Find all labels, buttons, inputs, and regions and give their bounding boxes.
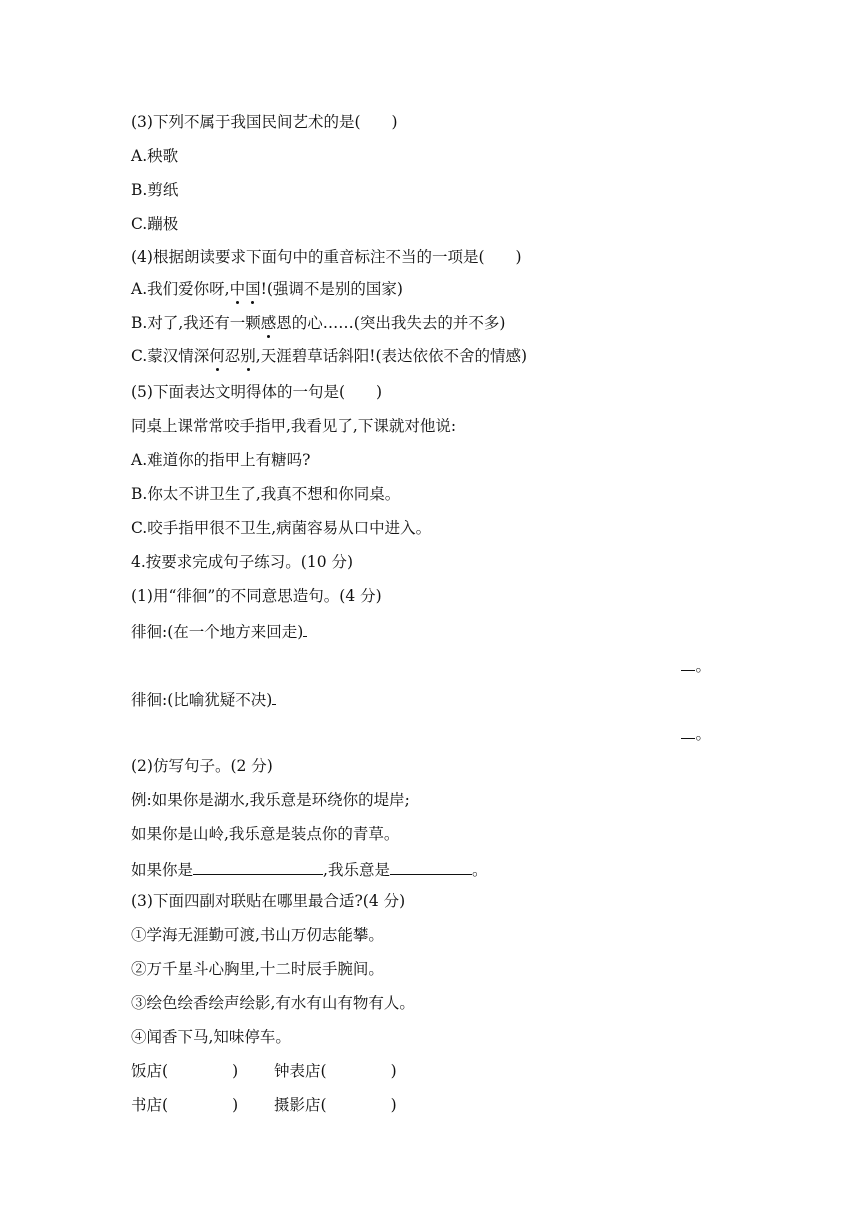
- paren-close: ): [232, 1096, 239, 1114]
- q4-a-text: A.我们爱你呀,: [131, 280, 230, 298]
- line-end: [681, 722, 711, 744]
- period: 。: [695, 725, 711, 743]
- place-restaurant: 饭店(: [131, 1062, 169, 1080]
- q5-option-c: C.咬手指甲很不卫生,病菌容易从口中进入。: [131, 519, 432, 537]
- place-row-1b: [274, 1061, 397, 1081]
- couplet-4: ④闻香下马,知味停车。: [131, 1028, 291, 1046]
- q3-stem: (3)下列不属于我国民间艺术的是( ): [131, 113, 398, 131]
- task-text: 如果你是: [131, 861, 194, 879]
- q4-option-b: [131, 313, 505, 333]
- q3-option-c: C.蹦极: [131, 215, 179, 233]
- q4-option-a: [131, 279, 403, 299]
- s4-p1-meaning-2: [131, 688, 276, 708]
- q5-context: 同桌上课常常咬手指甲,我看见了,下课就对他说:: [131, 417, 457, 435]
- place-row-1: [131, 1061, 238, 1081]
- q3-option-b: B.剪纸: [131, 181, 179, 199]
- place-photo-studio: 摄影店(: [274, 1096, 327, 1114]
- meaning-text: 徘徊:(比喻犹疑不决): [131, 691, 273, 709]
- s4-p1-meaning-1: [131, 620, 307, 640]
- task-text: ,我乐意是: [323, 861, 390, 879]
- q4-option-c: [131, 346, 527, 366]
- stress-dot-char: 别: [240, 347, 256, 365]
- s4-p1-stem: (1)用“徘徊”的不同意思造句。(4 分): [131, 587, 382, 605]
- couplet-3: ③绘色绘香绘声绘影,有水有山有物有人。: [131, 994, 415, 1012]
- answer-line-1: [131, 654, 711, 674]
- answer-blank-2[interactable]: [390, 858, 472, 875]
- answer-blank-1[interactable]: [193, 858, 323, 875]
- paren-close: ): [232, 1062, 239, 1080]
- place-row-2: [131, 1095, 238, 1115]
- s4-p3-stem: (3)下面四副对联贴在哪里最合适?(4 分): [131, 892, 406, 910]
- q5-stem: (5)下面表达文明得体的一句是( ): [131, 383, 383, 401]
- q4-c-text: C.蒙汉情深: [131, 347, 210, 365]
- place-bookstore: 书店(: [131, 1096, 169, 1114]
- q4-c-note: ,天涯碧草话斜阳!(表达依依不舍的情感): [255, 347, 528, 365]
- answer-blank[interactable]: [303, 620, 307, 637]
- q4-c-text-mid: 忍: [224, 347, 241, 365]
- s4-p2-example-1: 例:如果你是湖水,我乐意是环绕你的堤岸;: [131, 791, 410, 809]
- couplet-2: ②万千星斗心胸里,十二时辰手腕间。: [131, 960, 384, 978]
- paren-close: ): [390, 1096, 397, 1114]
- meaning-text: 徘徊:(在一个地方来回走): [131, 623, 304, 641]
- period: 。: [471, 861, 488, 879]
- s4-p2-example-2: 如果你是山岭,我乐意是装点你的青草。: [131, 825, 400, 843]
- stress-dot-char: 何: [209, 347, 225, 365]
- stress-dot-char: 感: [260, 314, 277, 332]
- answer-blank[interactable]: [681, 654, 695, 671]
- couplet-1: ①学海无涯勤可渡,书山万仞志能攀。: [131, 926, 384, 944]
- answer-line-2: [131, 722, 711, 742]
- s4-p2-stem: (2)仿写句子。(2 分): [131, 757, 273, 775]
- answer-blank[interactable]: [681, 722, 695, 739]
- q4-b-text: B.对了,我还有一颗: [131, 314, 261, 332]
- q3-option-a: A.秧歌: [131, 147, 179, 165]
- period: 。: [695, 657, 711, 675]
- stress-dot-char: 国: [245, 280, 261, 298]
- q5-option-a: A.难道你的指甲上有糖吗?: [131, 451, 311, 469]
- section-4-heading: 4.按要求完成句子练习。(10 分): [131, 553, 354, 571]
- place-row-2b: [274, 1095, 397, 1115]
- line-end: [681, 654, 711, 676]
- q4-stem: (4)根据朗读要求下面句中的重音标注不当的一项是( ): [131, 248, 522, 266]
- stress-dot-char: 中: [229, 280, 246, 298]
- q5-option-b: B.你太不讲卫生了,我真不想和你同桌。: [131, 485, 401, 503]
- q4-b-note: 恩的心……(突出我失去的并不多): [276, 314, 506, 332]
- paren-close: ): [390, 1062, 397, 1080]
- q4-a-note: !(强调不是别的国家): [260, 280, 403, 298]
- place-watch-shop: 钟表店(: [274, 1062, 327, 1080]
- s4-p2-task: [131, 858, 487, 878]
- answer-blank[interactable]: [272, 688, 276, 705]
